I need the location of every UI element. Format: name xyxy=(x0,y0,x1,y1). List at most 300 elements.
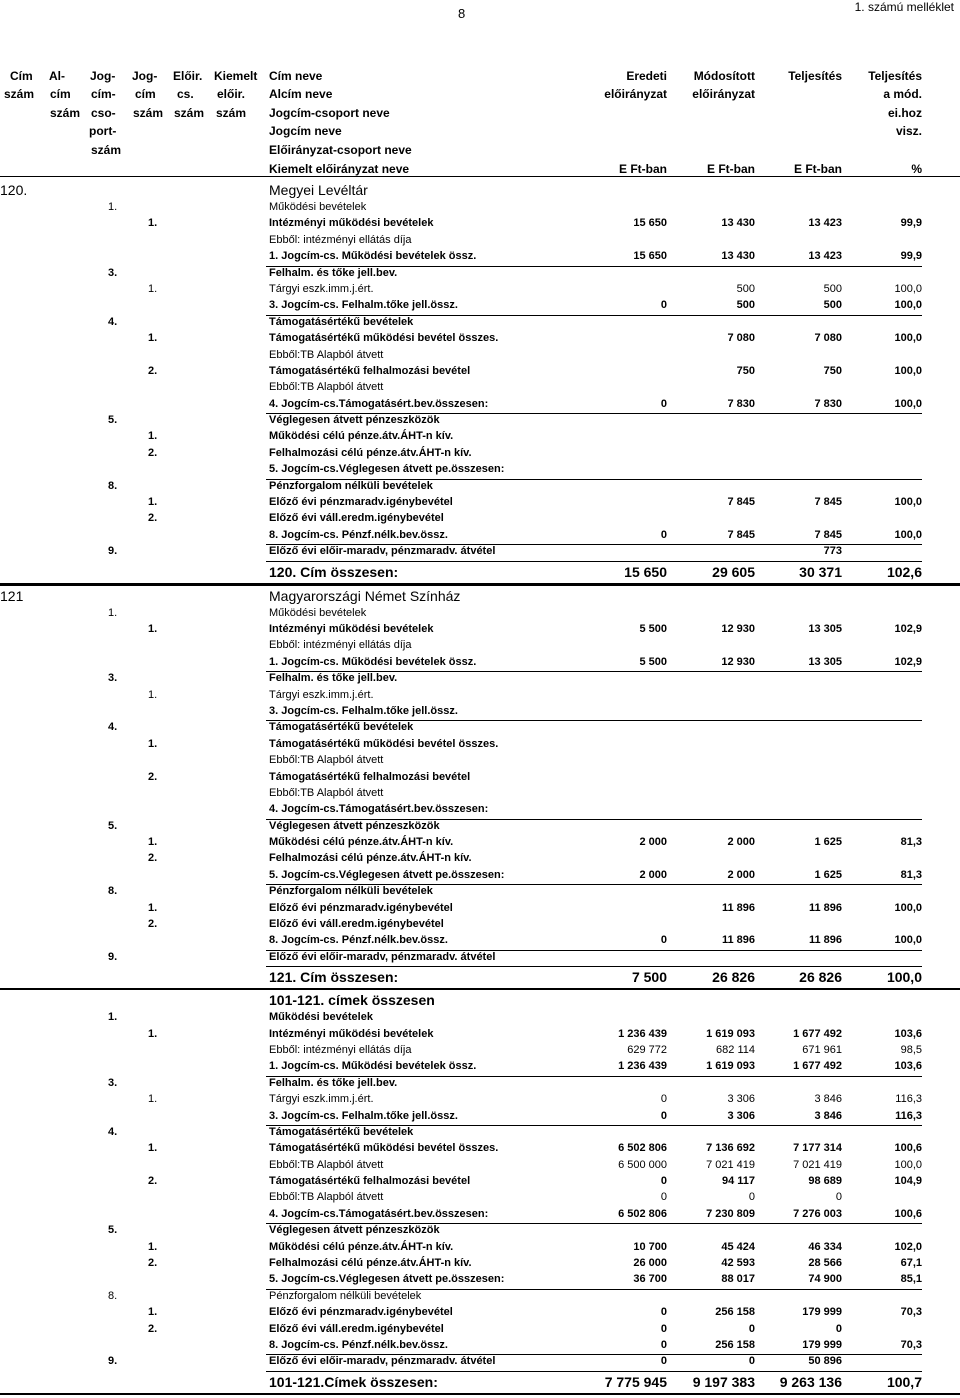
table-row xyxy=(0,315,960,331)
cim-number: 121 xyxy=(0,587,24,604)
table-row xyxy=(0,1322,960,1338)
teljesites-value: 750 xyxy=(823,364,842,377)
teljesites-pct: 100,0 xyxy=(894,332,922,345)
jogcim-number: 2. xyxy=(148,512,158,525)
modositott-value: 2 000 xyxy=(727,836,755,849)
jogcimcsop-number: 1. xyxy=(108,201,118,213)
teljesites-pct: 116,3 xyxy=(895,1093,922,1106)
teljesites-value: 9 263 136 xyxy=(779,1373,842,1390)
modositott-value: 9 197 383 xyxy=(692,1373,755,1390)
row-name: 1. Jogcím-cs. Működési bevételek össz. xyxy=(269,1060,477,1073)
hdr-jc-3: szám xyxy=(133,106,164,120)
teljesites-pct: 100,0 xyxy=(894,901,922,914)
table-row xyxy=(0,1043,960,1059)
jogcim-number: 2. xyxy=(148,364,158,377)
teljesites-value: 7 845 xyxy=(814,528,842,541)
jogcim-number: 1. xyxy=(148,688,158,701)
row-name: Működési célú pénze.átv.ÁHT-n kív. xyxy=(269,836,454,849)
teljesites-value: 7 080 xyxy=(814,332,842,345)
modositott-value: 1 619 093 xyxy=(706,1060,755,1073)
hdr-alcim-2: cím xyxy=(50,87,71,101)
teljesites-value: 98 689 xyxy=(808,1175,842,1188)
row-name: Pénzforgalom nélküli bevételek xyxy=(269,479,433,492)
hdr-jcs-3: cso- xyxy=(91,106,116,120)
jogcim-number: 2. xyxy=(148,770,158,783)
table-row xyxy=(0,561,960,585)
teljesites-value: 179 999 xyxy=(802,1306,842,1319)
teljesites-pct: 102,9 xyxy=(894,622,922,635)
table-row xyxy=(0,479,960,495)
table-row xyxy=(0,868,960,884)
table-row xyxy=(0,1338,960,1354)
row-name: 1. Jogcím-cs. Működési bevételek össz. xyxy=(269,655,477,668)
teljesites-pct: 116,3 xyxy=(895,1109,922,1122)
teljesites-value: 13 305 xyxy=(808,655,842,668)
row-name: 4. Jogcím-cs.Támogatásért.bev.összesen: xyxy=(269,397,489,410)
teljesites-value: 7 021 419 xyxy=(793,1158,842,1171)
header-divider xyxy=(0,176,960,177)
modositott-value: 26 826 xyxy=(712,969,755,986)
teljesites-pct: 100,0 xyxy=(894,934,922,947)
row-name: Felhalm. és tőke jell.bev. xyxy=(269,672,398,685)
teljesites-value: 13 423 xyxy=(808,217,842,230)
table-row xyxy=(0,348,960,364)
teljesites-pct: 70,3 xyxy=(900,1306,922,1319)
jogcimcsop-number: 5. xyxy=(108,1224,118,1237)
table-row xyxy=(0,966,960,990)
eredeti-value: 0 xyxy=(660,1306,667,1319)
row-name: Ebből:TB Alapból átvett xyxy=(269,348,384,361)
table-row xyxy=(0,622,960,638)
modositott-value: 0 xyxy=(748,1322,755,1335)
table-row xyxy=(0,180,960,200)
teljesites-value: 671 961 xyxy=(802,1043,842,1056)
eredeti-value: 1 236 439 xyxy=(618,1027,667,1040)
eredeti-value: 629 772 xyxy=(627,1043,667,1056)
jogcim-number: 1. xyxy=(148,282,158,295)
table-row xyxy=(0,216,960,232)
jogcim-number: 1. xyxy=(148,1093,158,1106)
table-row xyxy=(0,1125,960,1141)
row-name: 4. Jogcím-cs.Támogatásért.bev.összesen: xyxy=(269,803,489,816)
table-row xyxy=(0,917,960,933)
jogcimcsop-number: 4. xyxy=(108,721,118,734)
eredeti-value: 0 xyxy=(660,1355,667,1368)
table-row xyxy=(0,249,960,265)
modositott-value: 13 430 xyxy=(721,250,755,263)
teljesites-pct: 98,5 xyxy=(900,1043,922,1056)
modositott-value: 7 845 xyxy=(727,528,755,541)
row-name: Működési célú pénze.átv.ÁHT-n kív. xyxy=(269,1240,454,1253)
row-name: Felhalmozási célú pénze.átv.ÁHT-n kív. xyxy=(269,1257,472,1270)
row-name: Támogatásértékű bevételek xyxy=(269,721,414,734)
row-name: Támogatásértékű felhalmozási bevétel xyxy=(269,770,471,783)
jogcimcsop-number: 9. xyxy=(108,545,118,558)
eredeti-value: 0 xyxy=(660,1191,667,1204)
jogcimcsop-number: 8. xyxy=(108,885,118,898)
modositott-value: 45 424 xyxy=(721,1240,755,1253)
hdr-jcs-2: cím- xyxy=(91,87,116,101)
row-name: 3. Jogcím-cs. Felhalm.tőke jell.össz. xyxy=(269,704,458,717)
teljesites-value: 11 896 xyxy=(808,934,842,947)
row-name: 5. Jogcím-cs.Véglegesen átvett pe.összesen: xyxy=(269,463,505,476)
modositott-value: 11 896 xyxy=(721,934,755,947)
row-name: Előző évi előir-maradv, pénzmaradv. átvétel xyxy=(269,545,496,558)
modositott-value: 29 605 xyxy=(712,563,755,580)
modositott-value: 42 593 xyxy=(721,1257,755,1270)
table-header xyxy=(0,66,960,184)
eredeti-value: 2 000 xyxy=(639,836,667,849)
table-row xyxy=(0,1207,960,1223)
table-row xyxy=(0,1109,960,1125)
teljesites-pct: 81,3 xyxy=(900,868,922,881)
table-row xyxy=(0,901,960,917)
hdr-jc-2: cím xyxy=(135,87,156,101)
hdr-mod-2: előirányzat xyxy=(692,87,755,101)
jogcimcsop-number: 3. xyxy=(108,672,118,685)
jogcimcsop-number: 3. xyxy=(108,1076,118,1089)
table-body xyxy=(0,180,960,1395)
row-name: 5. Jogcím-cs.Véglegesen átvett pe.összesen: xyxy=(269,1273,505,1286)
hdr-eredeti-1: Eredeti xyxy=(626,69,667,83)
table-row xyxy=(0,1305,960,1321)
teljesites-pct: 100,0 xyxy=(894,496,922,509)
row-name: Támogatásértékű bevételek xyxy=(269,1125,414,1138)
jogcim-number: 2. xyxy=(148,1322,158,1335)
jogcimcsop-number: 5. xyxy=(108,414,118,427)
row-name: Előző évi előir-maradv, pénzmaradv. átvétel xyxy=(269,1355,496,1368)
eredeti-value: 5 500 xyxy=(639,655,667,668)
eredeti-value: 0 xyxy=(660,1093,667,1106)
teljesites-pct: 102,6 xyxy=(886,563,922,580)
hdr-ecs-3: szám xyxy=(174,106,205,120)
eredeti-value: 0 xyxy=(660,397,667,410)
modositott-value: 88 017 xyxy=(721,1273,755,1286)
eredeti-value: 5 500 xyxy=(639,622,667,635)
teljesites-value: 46 334 xyxy=(808,1240,842,1253)
row-name: Támogatásértékű működési bevétel összes. xyxy=(269,737,499,750)
eredeti-value: 6 500 000 xyxy=(618,1158,667,1171)
row-name: 101-121.Címek összesen: xyxy=(269,1373,438,1390)
teljesites-value: 1 625 xyxy=(814,836,842,849)
teljesites-value: 179 999 xyxy=(802,1339,842,1351)
hdr-ecs-1: Előir. xyxy=(173,69,203,83)
jogcim-number: 2. xyxy=(148,1175,158,1188)
teljesites-pct: 100,0 xyxy=(894,282,922,295)
hdr-name-1: Cím neve xyxy=(269,69,323,83)
table-row xyxy=(0,786,960,802)
teljesites-pct: 67,1 xyxy=(900,1257,922,1270)
table-row xyxy=(0,1027,960,1043)
table-row xyxy=(0,1256,960,1272)
hdr-ecs-2: cs. xyxy=(177,87,194,101)
row-name: Támogatásértékű felhalmozási bevétel xyxy=(269,1175,471,1188)
row-name: 8. Jogcím-cs. Pénzf.nélk.bev.össz. xyxy=(269,934,448,947)
hdr-jcs-4: port- xyxy=(89,124,117,138)
hdr-name-5: Előirányzat-csoport neve xyxy=(269,143,412,157)
table-row xyxy=(0,950,960,966)
row-name: Működési bevételek xyxy=(269,201,367,213)
eredeti-value: 0 xyxy=(660,934,667,947)
table-row xyxy=(0,802,960,818)
eredeti-value: 6 502 806 xyxy=(618,1207,667,1220)
jogcim-number: 1. xyxy=(148,217,158,230)
hdr-jcs-1: Jog- xyxy=(90,69,116,83)
teljesites-pct: 104,9 xyxy=(894,1175,922,1188)
teljesites-pct: 70,3 xyxy=(900,1339,922,1351)
teljesites-value: 13 305 xyxy=(808,622,842,635)
row-name: 121. Cím összesen: xyxy=(269,969,399,986)
teljesites-pct: 100,0 xyxy=(894,528,922,541)
teljesites-value: 26 826 xyxy=(799,969,842,986)
row-name: Intézményi működési bevételek xyxy=(269,217,434,230)
teljesites-value: 3 846 xyxy=(814,1093,842,1106)
row-name: Előző évi váll.eredm.igénybevétel xyxy=(269,918,444,931)
jogcimcsop-number: 5. xyxy=(108,819,118,832)
hdr-pct-2: a mód. xyxy=(883,87,922,101)
table-row xyxy=(0,704,960,720)
modositott-value: 750 xyxy=(736,364,755,377)
table-row xyxy=(0,720,960,736)
row-name: Ebből: intézményi ellátás díja xyxy=(269,233,412,246)
teljesites-pct: 103,6 xyxy=(894,1027,922,1040)
table-row xyxy=(0,655,960,671)
modositott-value: 1 619 093 xyxy=(706,1027,755,1040)
teljesites-pct: 99,9 xyxy=(900,217,922,230)
jogcim-number: 1. xyxy=(148,622,158,635)
table-row xyxy=(0,1010,960,1026)
hdr-kiem-3: szám xyxy=(216,106,247,120)
teljesites-pct: 100,7 xyxy=(886,1373,922,1390)
teljesites-pct: 100,0 xyxy=(894,364,922,377)
row-name: 8. Jogcím-cs. Pénzf.nélk.bev.össz. xyxy=(269,528,448,541)
table-row xyxy=(0,688,960,704)
row-name: Ebből:TB Alapból átvett xyxy=(269,381,384,394)
jogcimcsop-number: 1. xyxy=(108,1011,118,1024)
row-name: Ebből:TB Alapból átvett xyxy=(269,1191,384,1204)
hdr-cim-1: Cím xyxy=(10,69,33,83)
teljesites-pct: 102,0 xyxy=(894,1240,922,1253)
table-row xyxy=(0,1289,960,1305)
jogcim-number: 1. xyxy=(148,1306,158,1319)
eredeti-value: 6 502 806 xyxy=(618,1142,667,1155)
jogcimcsop-number: 4. xyxy=(108,315,118,328)
modositott-value: 500 xyxy=(736,282,755,295)
row-name: 1. Jogcím-cs. Működési bevételek össz. xyxy=(269,250,477,263)
table-row xyxy=(0,544,960,560)
row-name: Támogatásértékű bevételek xyxy=(269,315,414,328)
eredeti-value: 0 xyxy=(660,1322,667,1335)
row-name: 4. Jogcím-cs.Támogatásért.bev.összesen: xyxy=(269,1207,489,1220)
table-row xyxy=(0,835,960,851)
table-row xyxy=(0,495,960,511)
jogcim-number: 1. xyxy=(148,737,158,750)
row-name: Ebből: intézményi ellátás díja xyxy=(269,1043,412,1056)
row-name: Előző évi előir-maradv, pénzmaradv. átvétel xyxy=(269,950,496,963)
teljesites-pct: 100,0 xyxy=(894,1158,922,1171)
teljesites-pct: 99,9 xyxy=(900,250,922,263)
row-name: 5. Jogcím-cs.Véglegesen átvett pe.összesen: xyxy=(269,868,505,881)
table-row xyxy=(0,606,960,622)
eredeti-value: 15 650 xyxy=(633,217,667,230)
row-name: Ebből:TB Alapból átvett xyxy=(269,786,384,799)
teljesites-value: 7 830 xyxy=(814,397,842,410)
hdr-pct-4: visz. xyxy=(895,124,922,138)
modositott-value: 7 136 692 xyxy=(706,1142,755,1155)
table-row xyxy=(0,1076,960,1092)
hdr-telj-2: E Ft-ban xyxy=(794,162,842,176)
eredeti-value: 15 650 xyxy=(624,563,667,580)
hdr-eredeti-3: E Ft-ban xyxy=(619,162,667,176)
table-row xyxy=(0,638,960,654)
table-row xyxy=(0,770,960,786)
table-row xyxy=(0,200,960,216)
eredeti-value: 2 000 xyxy=(639,868,667,881)
jogcimcsop-number: 3. xyxy=(108,266,118,279)
row-name: 3. Jogcím-cs. Felhalm.tőke jell.össz. xyxy=(269,1109,458,1122)
row-name: Felhalmozási célú pénze.átv.ÁHT-n kív. xyxy=(269,852,472,865)
hdr-kiem-2: előir. xyxy=(217,87,246,101)
hdr-jcs-5: szám xyxy=(91,143,122,157)
table-row xyxy=(0,413,960,429)
teljesites-value: 1 677 492 xyxy=(793,1027,842,1040)
row-name: 3. Jogcím-cs. Felhalm.tőke jell.össz. xyxy=(269,299,458,312)
modositott-value: 3 306 xyxy=(727,1093,755,1106)
modositott-value: 7 080 xyxy=(727,332,755,345)
hdr-pct-5: % xyxy=(911,162,922,176)
hdr-name-4: Jogcím neve xyxy=(269,124,342,138)
modositott-value: 7 845 xyxy=(727,496,755,509)
table-row xyxy=(0,511,960,527)
teljesites-value: 1 625 xyxy=(814,868,842,881)
table-row xyxy=(0,1174,960,1190)
table-row xyxy=(0,331,960,347)
teljesites-value: 0 xyxy=(835,1322,842,1335)
hdr-cim-2: szám xyxy=(4,87,35,101)
table-row xyxy=(0,1272,960,1288)
row-name: Intézményi működési bevételek xyxy=(269,622,434,635)
hdr-eredeti-2: előirányzat xyxy=(604,87,667,101)
jogcim-number: 1. xyxy=(148,332,158,345)
row-name: Véglegesen átvett pénzeszközök xyxy=(269,1224,440,1237)
jogcim-number: 1. xyxy=(148,1240,158,1253)
modositott-value: 0 xyxy=(748,1355,755,1368)
table-row xyxy=(0,1371,960,1395)
hdr-kiem-1: Kiemelt xyxy=(214,69,258,83)
modositott-value: 2 000 xyxy=(727,868,755,881)
row-name: Megyei Levéltár xyxy=(269,182,368,198)
teljesites-pct: 100,0 xyxy=(894,397,922,410)
row-name: Tárgyi eszk.imm.j.ért. xyxy=(269,282,374,295)
modositott-value: 13 430 xyxy=(721,217,755,230)
eredeti-value: 0 xyxy=(660,1175,667,1188)
table-row xyxy=(0,1240,960,1256)
row-name: Véglegesen átvett pénzeszközök xyxy=(269,414,440,427)
table-row xyxy=(0,380,960,396)
row-name: Pénzforgalom nélküli bevételek xyxy=(269,1289,422,1302)
row-name: Előző évi váll.eredm.igénybevétel xyxy=(269,512,444,525)
row-name: Felhalmozási célú pénze.átv.ÁHT-n kív. xyxy=(269,446,472,459)
row-name: Véglegesen átvett pénzeszközök xyxy=(269,819,440,832)
cim-number: 120. xyxy=(0,182,28,198)
hdr-alcim-3: szám xyxy=(50,106,81,120)
row-name: 8. Jogcím-cs. Pénzf.nélk.bev.össz. xyxy=(269,1339,448,1351)
table-row xyxy=(0,1223,960,1239)
teljesites-pct: 100,6 xyxy=(894,1142,922,1155)
jogcim-number: 1. xyxy=(148,430,158,443)
teljesites-pct: 102,9 xyxy=(894,655,922,668)
modositott-value: 682 114 xyxy=(716,1043,755,1056)
teljesites-value: 7 276 003 xyxy=(793,1207,842,1220)
modositott-value: 256 158 xyxy=(715,1306,755,1319)
row-name: 120. Cím összesen: xyxy=(269,563,399,580)
row-name: Működési bevételek xyxy=(269,1011,373,1024)
eredeti-value: 36 700 xyxy=(633,1273,667,1286)
row-name: Ebből:TB Alapból átvett xyxy=(269,754,384,767)
row-name: 101-121. címek összesen xyxy=(269,992,435,1009)
jogcim-number: 1. xyxy=(148,1027,158,1040)
eredeti-value: 7 500 xyxy=(631,969,667,986)
eredeti-value: 0 xyxy=(660,528,667,541)
hdr-name-2: Alcím neve xyxy=(269,87,333,101)
table-row xyxy=(0,585,960,606)
table-row xyxy=(0,429,960,445)
table-row xyxy=(0,364,960,380)
page-number: 8 xyxy=(458,6,466,21)
table-row xyxy=(0,462,960,478)
row-name: Ebből:TB Alapból átvett xyxy=(269,1158,384,1171)
table-row xyxy=(0,819,960,835)
row-name: Működési célú pénze.átv.ÁHT-n kív. xyxy=(269,430,454,443)
jogcim-number: 2. xyxy=(148,918,158,931)
teljesites-pct: 85,1 xyxy=(900,1273,922,1286)
row-name: Előző évi váll.eredm.igénybevétel xyxy=(269,1322,444,1335)
teljesites-pct: 100,0 xyxy=(886,969,922,986)
table-row xyxy=(0,671,960,687)
modositott-value: 256 158 xyxy=(715,1339,755,1351)
hdr-pct-3: ei.hoz xyxy=(887,106,922,120)
hdr-name-3: Jogcím-csoport neve xyxy=(269,106,390,120)
jogcimcsop-number: 9. xyxy=(108,950,118,963)
row-name: Előző évi pénzmaradv.igénybevétel xyxy=(269,901,453,914)
row-name: Felhalm. és tőke jell.bev. xyxy=(269,266,398,279)
table-row xyxy=(0,266,960,282)
table-row xyxy=(0,1190,960,1206)
hdr-mod-1: Módosított xyxy=(693,69,755,83)
modositott-value: 0 xyxy=(748,1191,755,1204)
row-name: Támogatásértékű működési bevétel összes. xyxy=(269,332,499,345)
eredeti-value: 26 000 xyxy=(633,1257,667,1270)
teljesites-value: 50 896 xyxy=(808,1355,842,1368)
jogcimcsop-number: 8. xyxy=(108,479,118,492)
eredeti-value: 15 650 xyxy=(633,250,667,263)
row-name: Intézményi működési bevételek xyxy=(269,1027,434,1040)
table-row xyxy=(0,1354,960,1370)
row-name: Működési bevételek xyxy=(269,606,367,619)
jogcim-number: 1. xyxy=(148,901,158,914)
modositott-value: 11 896 xyxy=(721,901,755,914)
jogcimcsop-number: 1. xyxy=(108,606,118,619)
hdr-alcim-1: Al- xyxy=(49,69,65,83)
modositott-value: 12 930 xyxy=(721,622,755,635)
teljesites-pct: 81,3 xyxy=(900,836,922,849)
teljesites-value: 7 177 314 xyxy=(793,1142,842,1155)
hdr-pct-1: Teljesítés xyxy=(868,69,922,83)
row-name: Támogatásértékű felhalmozási bevétel xyxy=(269,364,471,377)
table-row xyxy=(0,446,960,462)
eredeti-value: 0 xyxy=(660,1339,667,1351)
jogcimcsop-number: 8. xyxy=(108,1289,118,1302)
